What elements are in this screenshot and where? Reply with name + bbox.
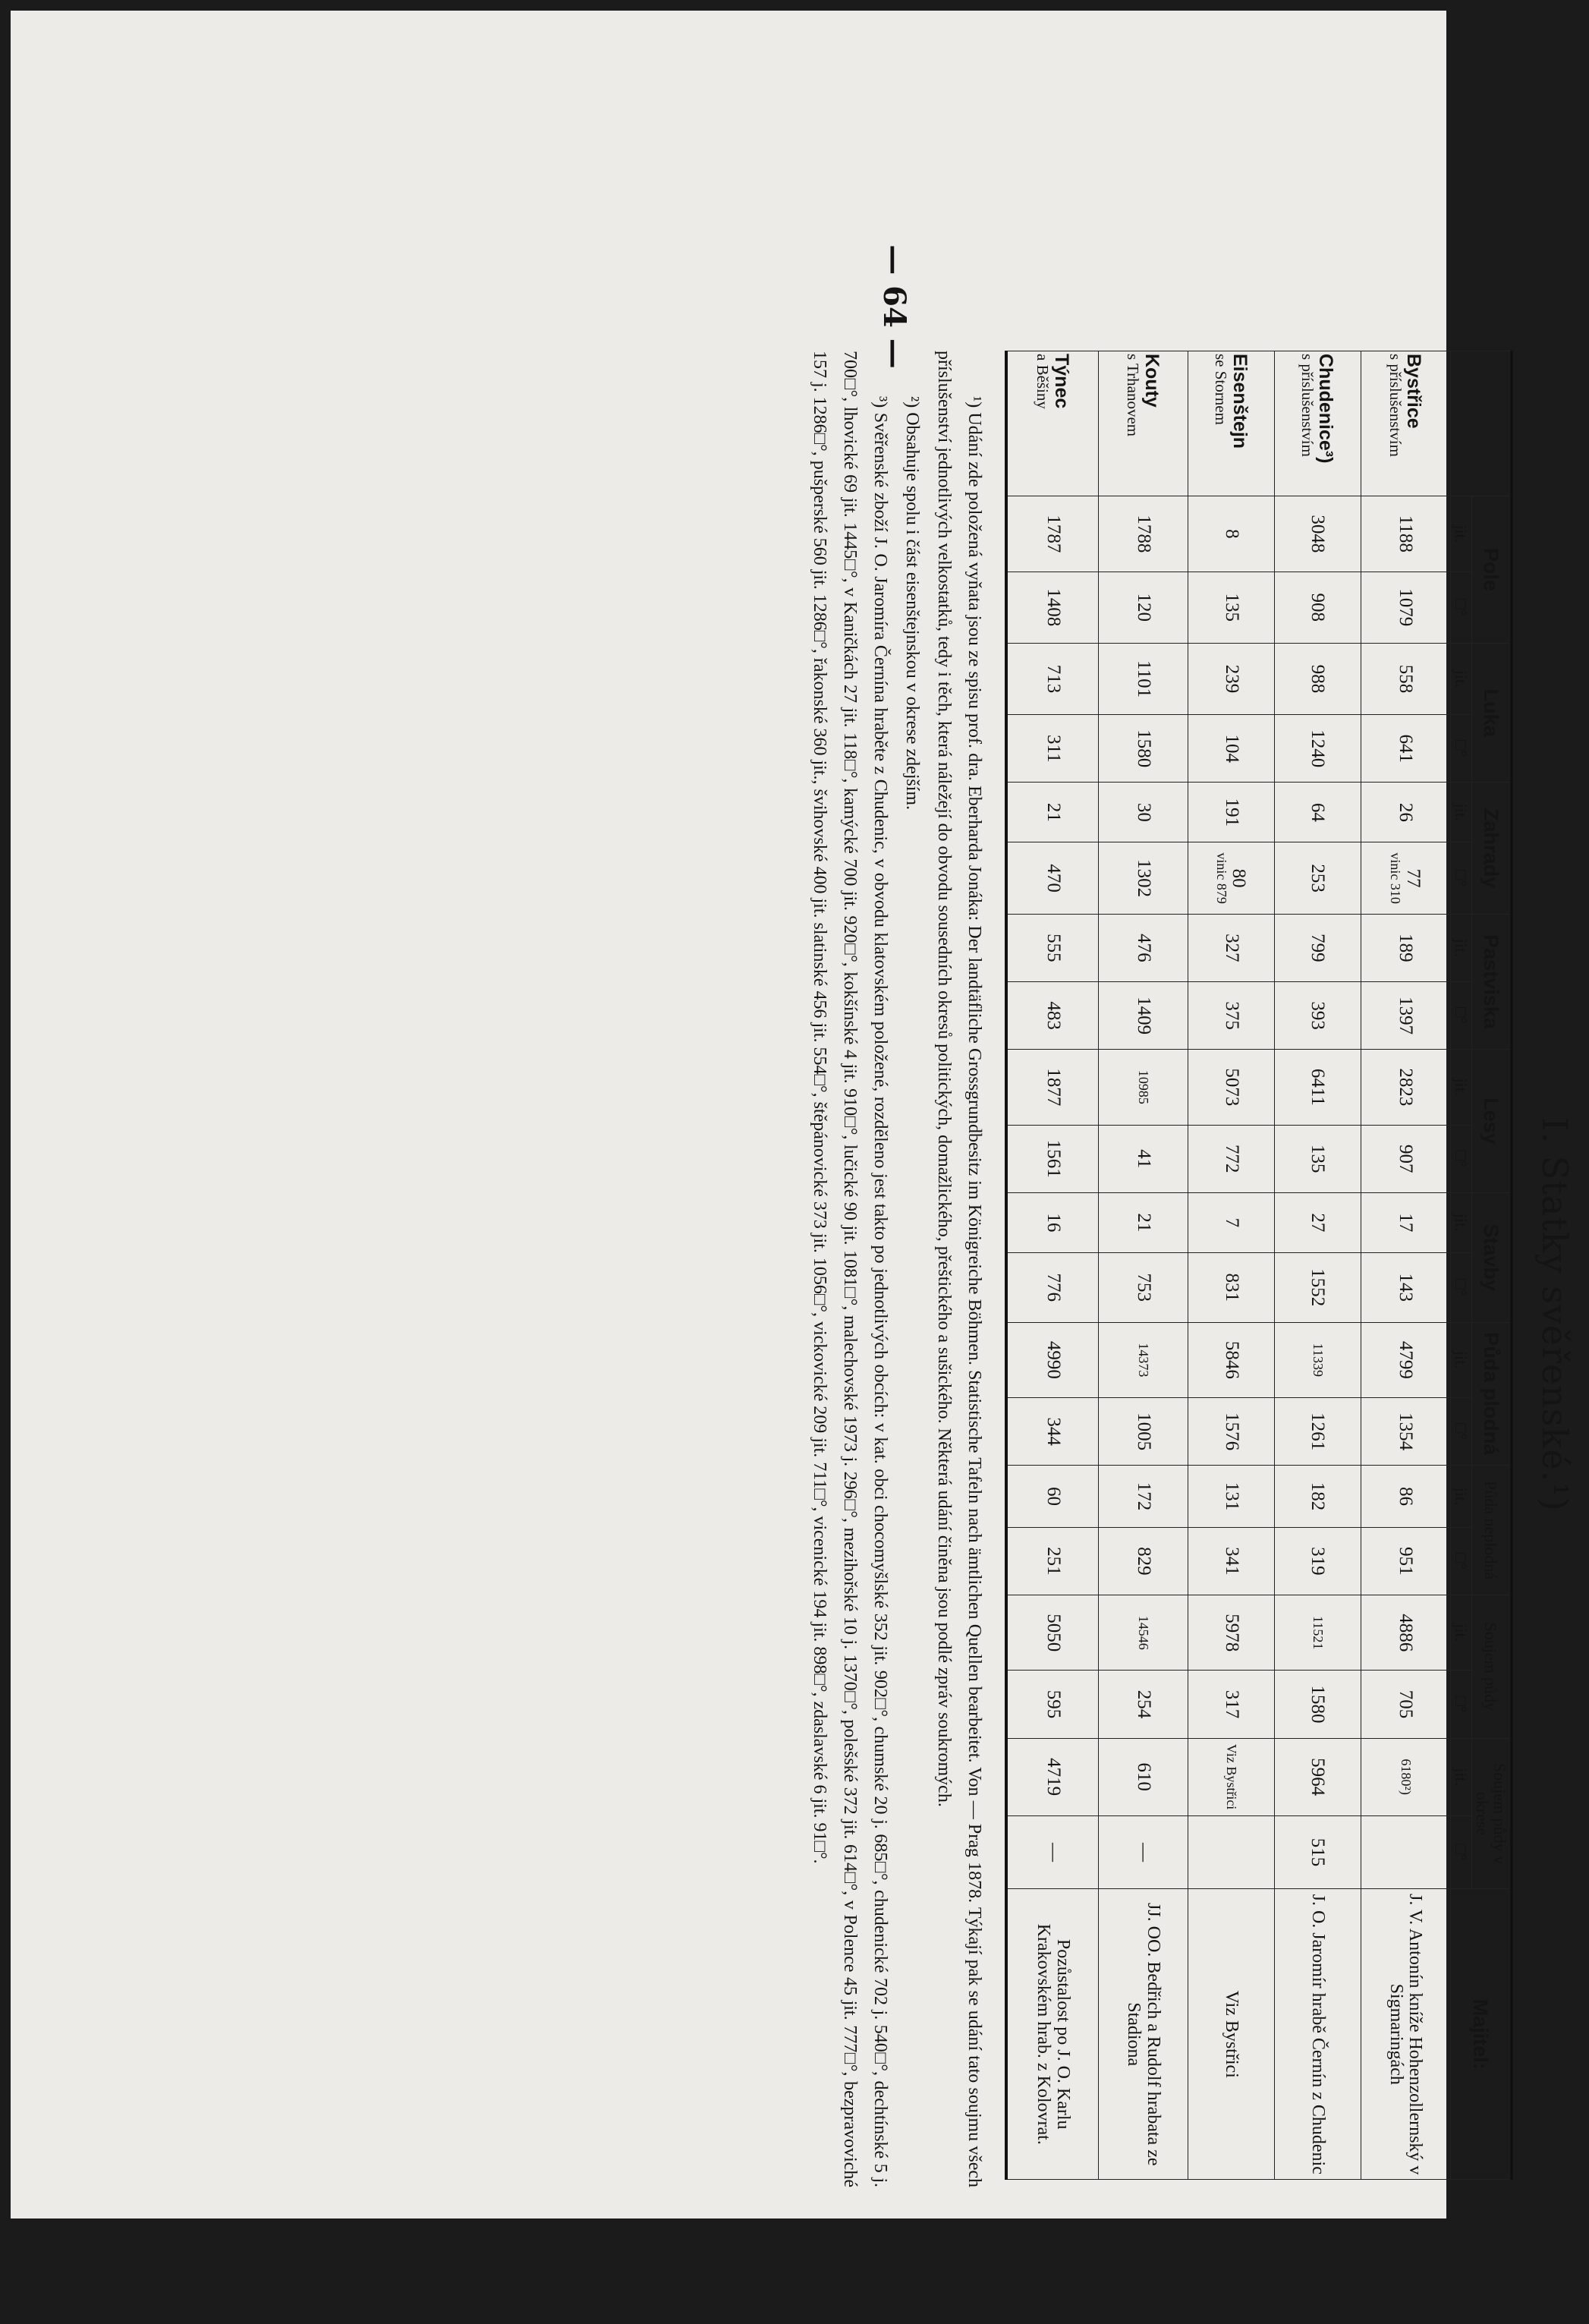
value-cell: 1409: [1098, 981, 1188, 1049]
value-cell: 189: [1361, 914, 1450, 981]
value-cell: 135: [1188, 572, 1275, 643]
unit-jit: jit.: [1450, 1738, 1471, 1815]
owner-cell: J. V. Antonín kníže Hohenzollernský v Sigmaringách: [1361, 1889, 1450, 2180]
value-cell: 344: [1006, 1398, 1098, 1466]
unit-jit: jit.: [1450, 496, 1471, 572]
value-cell: 1552: [1274, 1252, 1361, 1322]
value-cell: 1354: [1361, 1398, 1450, 1466]
owner-cell: J. O. Jaromír hrabě Černín z Chudenic: [1274, 1889, 1361, 2180]
group-header: Lesy: [1471, 1050, 1512, 1193]
value-cell: 1397: [1361, 981, 1450, 1049]
footnote-2: ²) Obsahuje spolu i část eisenštejnskou v okrese zdejším.: [902, 396, 922, 811]
value-cell: 1561: [1006, 1125, 1098, 1192]
page-number: — 64 —: [876, 244, 913, 369]
value-cell: 776: [1006, 1252, 1098, 1322]
vinic-note: vinic 879: [1213, 852, 1229, 904]
value-cell: 17: [1361, 1192, 1450, 1252]
value-cell: 558: [1361, 643, 1450, 714]
value-cell: 172: [1098, 1466, 1188, 1528]
value-cell: 1188: [1361, 496, 1450, 572]
table-row: [1188, 351, 1275, 2180]
value-cell: 1877: [1006, 1050, 1098, 1125]
unit-jit: jit.: [1450, 1050, 1471, 1125]
value-cell: 5050: [1006, 1595, 1098, 1671]
vinic-note: vinic 310: [1388, 852, 1404, 904]
value-cell: 135: [1274, 1125, 1361, 1192]
footnote-3: ³) Svěřenské zboží J. O. Jaromíra Černína hraběte z Chudenic, v obvodu klatovském položené, rozděleno jest takto po jednotlivých obcích: v kat. obci chocomyšlské 352 jit. 902□°, chumské 20 j. 685□°, chudenické 702 j. 540□°, dechtínské 5 j. 700□°, lhovické 69 jit. 1445□°, v Kaničkách 27 jit. 118□°, kamýcké 700 jit. 920□°, kokšínské 4 jit. 910□°, lučické 90 jit. 1081□°, malechovské 1973 j. 296□°, mezihořské 10 j. 1370□°, polešské 372 jit. 614□°, v Polence 45 jit. 777□°, bezpravoviché 157 j. 1286□°, pušperské 560 jit. 1286□°, řakonské 360 jit., švihovské 400 jit. slatinské 456 jit. 554□°, štěpánovické 373 jit. 1056□°, vickovické 209 jit. 711□°, vicenické 194 jit. 898□°, zdaslavské 6 jit. 91□°.: [810, 351, 890, 2187]
value-cell: 11521: [1274, 1595, 1361, 1671]
value-cell: 191: [1188, 783, 1275, 842]
unit-sq: □°: [1450, 572, 1471, 643]
unit-sq: □°: [1450, 842, 1471, 914]
value-cell: 799: [1274, 914, 1361, 981]
value-cell: 4886: [1361, 1595, 1450, 1671]
value-cell: 1408: [1006, 572, 1098, 643]
table-title: I. Statky svěřenské.¹): [1534, 1117, 1575, 1512]
estate-name-cell: [1361, 351, 1450, 496]
value-cell: 8: [1188, 496, 1275, 572]
unit-sq: □°: [1450, 1527, 1471, 1595]
value-cell: 30: [1098, 783, 1188, 842]
value-cell: 10985: [1098, 1050, 1188, 1125]
value-cell: 1005: [1098, 1398, 1188, 1466]
value-cell: 16: [1006, 1192, 1098, 1252]
value-cell: 1302: [1098, 842, 1188, 914]
estate-name-sub: a Běšiny: [1034, 354, 1053, 409]
rotated-content: [405, 305, 1589, 2324]
unit-jit: jit.: [1450, 643, 1471, 714]
footnote-1: ¹) Udání zde položená vyňata jsou ze spisu prof. dra. Eberharda Jonáka: Der landtäfliche Grossgrundbesitz im Königreiche Böhmen. Statistische Tafeln nach ämtlichen Quellen bearbeitet. Von — Prag 1878. Týkají pak se udání tato soujmu všech příslušenství jednotlivých velkostatků, tedy i těch, která náležejí do obvodu sousedních okresů politických, domažlického, přeštického a sušického. Některá udání činěna jsou podlé zpráv soukromých.: [934, 351, 984, 2187]
value-cell: 705: [1361, 1671, 1450, 1738]
value-cell: 555: [1006, 914, 1098, 981]
estate-name-sub: s příslušenstvím: [1386, 354, 1405, 457]
value-cell: 64: [1274, 783, 1361, 842]
estate-name-sub: s příslušenstvím: [1298, 354, 1317, 457]
value-cell: 713: [1006, 643, 1098, 714]
group-header: Soujem půdy v okrese: [1471, 1738, 1512, 1889]
value-cell: Viz Bystřici: [1188, 1738, 1275, 1815]
estate-name: Eisenštejn: [1229, 354, 1251, 449]
value-cell: 1079: [1361, 572, 1450, 643]
estate-header: [1450, 351, 1512, 496]
value-cell: 988: [1274, 643, 1361, 714]
value-cell: 341: [1188, 1527, 1275, 1595]
value-cell: 610: [1098, 1738, 1188, 1815]
value-cell: 4719: [1006, 1738, 1098, 1815]
unit-sq: □°: [1450, 981, 1471, 1049]
value-cell: 375: [1188, 981, 1275, 1049]
estates-table: [1005, 351, 1513, 2180]
estate-name-cell: [1274, 351, 1361, 496]
value-cell: 251: [1006, 1527, 1098, 1595]
unit-jit: jit.: [1450, 1466, 1471, 1528]
value-cell: —: [1098, 1815, 1188, 1889]
value-cell: 829: [1098, 1527, 1188, 1595]
value-cell: 21: [1006, 783, 1098, 842]
value-cell: 120: [1098, 572, 1188, 643]
value-cell: 831: [1188, 1252, 1275, 1322]
value-cell: 86: [1361, 1466, 1450, 1528]
table-row: [1098, 351, 1188, 2180]
value-cell: 772: [1188, 1125, 1275, 1192]
value-cell: 317: [1188, 1671, 1275, 1738]
unit-sq: □°: [1450, 1671, 1471, 1738]
value-cell: 476: [1098, 914, 1188, 981]
value-cell: 1580: [1274, 1671, 1361, 1738]
value-cell: 641: [1361, 715, 1450, 783]
value-cell: 908: [1274, 572, 1361, 643]
table-body: [1006, 351, 1450, 2180]
estate-name-cell: [1188, 351, 1275, 496]
value-cell: 5964: [1274, 1738, 1361, 1815]
value-cell: [1188, 1815, 1275, 1889]
table-row: [1361, 351, 1450, 2180]
value-cell: 41: [1098, 1125, 1188, 1192]
group-header: Luka: [1471, 643, 1512, 783]
value-cell: 14373: [1098, 1322, 1188, 1397]
estate-name-cell: [1098, 351, 1188, 496]
value-cell: 7: [1188, 1192, 1275, 1252]
value-cell: 3048: [1274, 496, 1361, 572]
table-row: [1006, 351, 1098, 2180]
header-row-groups: [1471, 351, 1512, 2180]
value-cell: 14546: [1098, 1595, 1188, 1671]
value-cell: 483: [1006, 981, 1098, 1049]
owner-cell: Pozůstalost po J. O. Karlu Krakovském hrab. z Kolovrat.: [1006, 1889, 1098, 2180]
owner-cell: JJ. OO. Bedřich a Rudolf hrabata ze Stadiona: [1098, 1889, 1188, 2180]
unit-sq: □°: [1450, 715, 1471, 783]
group-header: Pastviska: [1471, 914, 1512, 1049]
estate-name-cell: [1006, 351, 1098, 496]
unit-jit: jit.: [1450, 914, 1471, 981]
value-cell: [1361, 1815, 1450, 1889]
value-cell: 393: [1274, 981, 1361, 1049]
value-cell: 311: [1006, 715, 1098, 783]
estate-name: Kouty: [1141, 354, 1163, 408]
value-cell: 951: [1361, 1527, 1450, 1595]
value-cell: 131: [1188, 1466, 1275, 1528]
value-cell: 5073: [1188, 1050, 1275, 1125]
unit-sq: □°: [1450, 1815, 1471, 1889]
value-cell: 6411: [1274, 1050, 1361, 1125]
value-cell: 143: [1361, 1252, 1450, 1322]
scanned-page: [11, 11, 1575, 2219]
estate-name: Bystřice: [1403, 354, 1425, 429]
value-cell: 515: [1274, 1815, 1361, 1889]
estate-name: Týnec: [1050, 354, 1072, 409]
value-cell: 327: [1188, 914, 1275, 981]
group-header: Půda neplodná: [1471, 1466, 1512, 1595]
group-header: Soujem půdy: [1471, 1595, 1512, 1739]
value-cell: 253: [1274, 842, 1361, 914]
estate-name-sub: s Trhanovem: [1124, 354, 1143, 437]
value-cell: 77 vinic 310: [1361, 842, 1450, 914]
value-cell: 182: [1274, 1466, 1361, 1528]
group-header: Půda plodná: [1471, 1322, 1512, 1466]
value-cell: 1580: [1098, 715, 1188, 783]
group-header: Stavby: [1471, 1192, 1512, 1322]
value-cell: 1101: [1098, 643, 1188, 714]
table-row: [1274, 351, 1361, 2180]
value-cell: 1261: [1274, 1398, 1361, 1466]
estate-name-sub: se Stornem: [1212, 354, 1231, 425]
unit-sq: □°: [1450, 1252, 1471, 1322]
value-cell: 470: [1006, 842, 1098, 914]
value-cell: 11339: [1274, 1322, 1361, 1397]
unit-jit: jit.: [1450, 1595, 1471, 1671]
value-cell: 1788: [1098, 496, 1188, 572]
value-cell: 4990: [1006, 1322, 1098, 1397]
group-header: Zahrady: [1471, 783, 1512, 914]
footnotes: [413, 351, 990, 2187]
unit-jit: jit.: [1450, 1192, 1471, 1252]
owner-cell: Viz Bystřici: [1188, 1889, 1275, 2180]
value-cell: 4799: [1361, 1322, 1450, 1397]
value-cell: 907: [1361, 1125, 1450, 1192]
value-cell: 753: [1098, 1252, 1188, 1322]
value-cell: 5978: [1188, 1595, 1275, 1671]
unit-sq: □°: [1450, 1398, 1471, 1466]
estate-name: Chudenice³): [1315, 354, 1337, 464]
value-cell: 26: [1361, 783, 1450, 842]
value-cell: 1787: [1006, 496, 1098, 572]
unit-jit: jit.: [1450, 1322, 1471, 1397]
value-cell: 2823: [1361, 1050, 1450, 1125]
unit-sq: □°: [1450, 1125, 1471, 1192]
value-cell: 60: [1006, 1466, 1098, 1528]
value-cell: 1576: [1188, 1398, 1275, 1466]
value-cell: 595: [1006, 1671, 1098, 1738]
unit-jit: jit.: [1450, 783, 1471, 842]
value-cell: 5846: [1188, 1322, 1275, 1397]
value-cell: 21: [1098, 1192, 1188, 1252]
owner-header: Majitel:: [1450, 1889, 1512, 2180]
value-cell: 254: [1098, 1671, 1188, 1738]
value-cell: 6180²): [1361, 1738, 1450, 1815]
value-cell: —: [1006, 1815, 1098, 1889]
value-cell: 80 vinic 879: [1188, 842, 1275, 914]
value-cell: 1240: [1274, 715, 1361, 783]
value-cell: 239: [1188, 643, 1275, 714]
group-header: Pole: [1471, 496, 1512, 644]
value-cell: 104: [1188, 715, 1275, 783]
value-cell: 27: [1274, 1192, 1361, 1252]
value-cell: 319: [1274, 1527, 1361, 1595]
